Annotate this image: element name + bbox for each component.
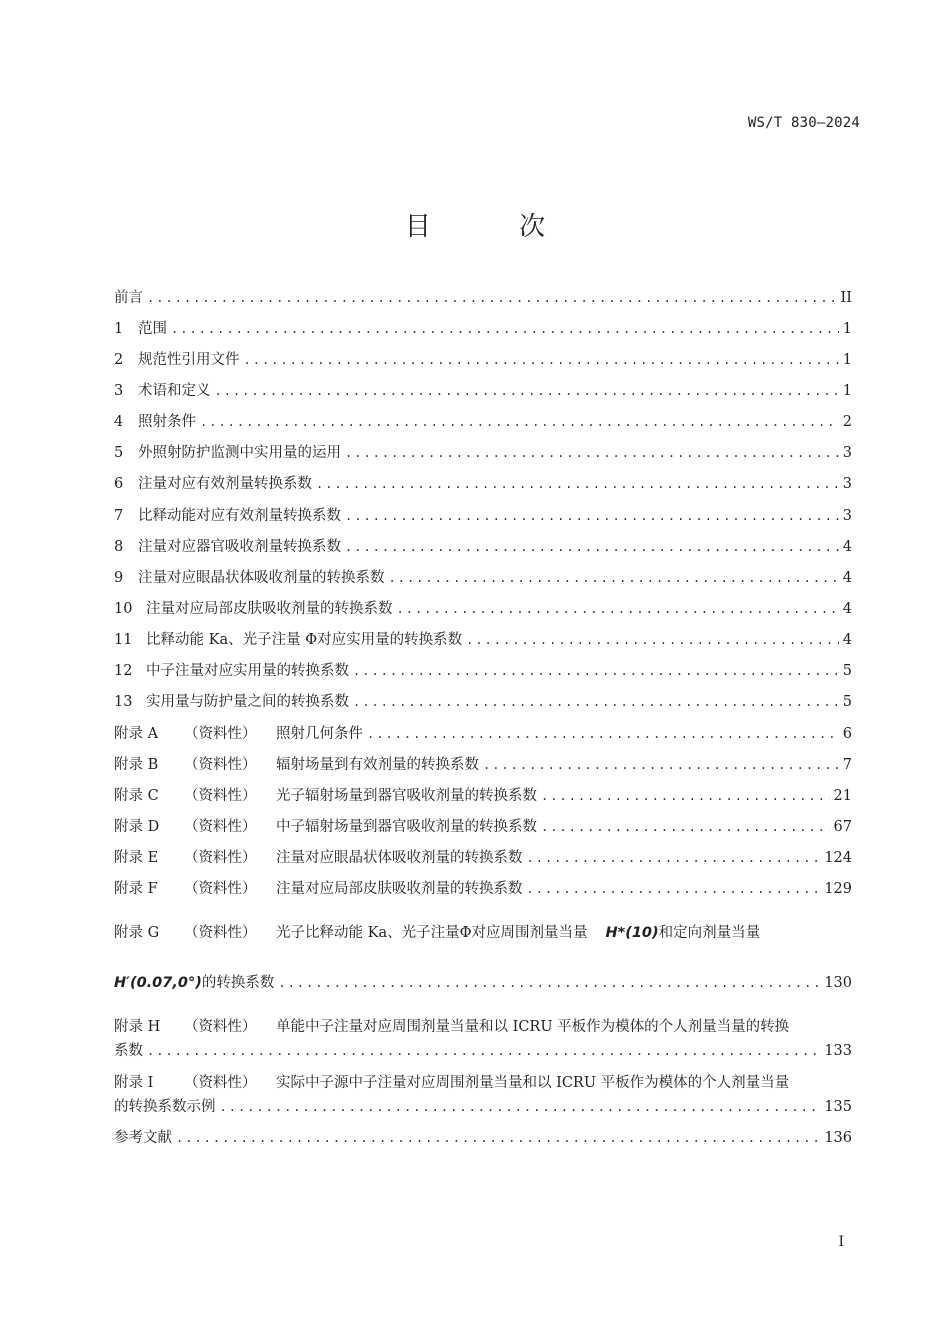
footer-page-number: I (838, 1234, 844, 1250)
appendix-kind: （资料性） (184, 881, 257, 897)
toc-number: 3 (114, 383, 124, 399)
toc-page: 4 (842, 601, 852, 617)
toc-entry[interactable] (114, 661, 852, 681)
math-directional-dose: H′(0.07,0°) (114, 975, 202, 991)
toc-entry[interactable] (114, 443, 852, 463)
toc-page: 21 (833, 788, 852, 804)
toc-label: 注量对应有效剂量转换系数 (138, 476, 312, 492)
toc-label: 参考文献 (114, 1130, 172, 1146)
appendix-label-cont: 系数 (114, 1043, 143, 1059)
toc-page: II (840, 290, 852, 306)
appendix-kind: （资料性） (184, 850, 257, 866)
toc-appendix-i-line1[interactable] (114, 1073, 852, 1093)
toc-label: 实用量与防护量之间的转换系数 (146, 694, 349, 710)
appendix-label-cont: 和定向剂量当量 (658, 925, 761, 941)
toc-page: 7 (842, 757, 852, 773)
toc-appendix-h-line1[interactable] (114, 1017, 852, 1037)
appendix-id: 附录 I (114, 1075, 154, 1091)
appendix-kind: （资料性） (184, 1075, 257, 1091)
appendix-label-cont: 的转换系数示例 (114, 1099, 216, 1115)
toc-number: 11 (114, 632, 133, 648)
toc-label: 中子注量对应实用量的转换系数 (146, 663, 349, 679)
appendix-kind: （资料性） (184, 1019, 257, 1035)
dot-leader (397, 599, 839, 619)
toc-appendix-i-line2[interactable] (114, 1097, 852, 1117)
toc-label: 照射条件 (138, 414, 196, 430)
dot-leader (200, 412, 839, 432)
toc-page: 3 (842, 476, 852, 492)
dot-leader (389, 568, 839, 588)
toc-label: 比释动能 Ka、光子注量 Φ对应实用量的转换系数 (146, 632, 463, 648)
dot-leader (147, 1041, 820, 1061)
appendix-id: 附录 C (114, 788, 159, 804)
dot-leader (367, 724, 839, 744)
toc-page: 5 (842, 694, 852, 710)
toc-entry[interactable] (114, 474, 852, 494)
toc-page: 2 (842, 414, 852, 430)
toc-appendix-b[interactable] (114, 755, 852, 775)
dot-leader (353, 692, 839, 712)
dot-leader (541, 786, 830, 806)
toc-page: 3 (842, 445, 852, 461)
appendix-kind: （资料性） (184, 726, 257, 742)
appendix-label: 照射几何条件 (276, 726, 363, 742)
toc-number: 5 (114, 445, 124, 461)
toc-page: 4 (842, 570, 852, 586)
appendix-kind: （资料性） (184, 788, 257, 804)
toc-page: 4 (842, 632, 852, 648)
dot-leader (483, 755, 839, 775)
appendix-id: 附录 E (114, 850, 159, 866)
toc-entry[interactable] (114, 537, 852, 557)
toc-entry[interactable] (114, 692, 852, 712)
toc-appendix-g-line2[interactable] (114, 973, 852, 993)
toc-appendix-e[interactable] (114, 848, 852, 868)
toc-appendix-d[interactable] (114, 817, 852, 837)
dot-leader (220, 1097, 821, 1117)
toc-number: 8 (114, 539, 124, 555)
toc-label: 术语和定义 (138, 383, 211, 399)
toc-entry-foreword[interactable] (114, 288, 852, 308)
appendix-id: 附录 A (114, 726, 159, 742)
toc-appendix-c[interactable] (114, 786, 852, 806)
toc-page: 135 (824, 1099, 852, 1115)
dot-leader (244, 350, 839, 370)
appendix-label: 光子辐射场量到器官吸收剂量的转换系数 (276, 788, 537, 804)
toc-page: 6 (842, 726, 852, 742)
appendix-kind: （资料性） (184, 757, 257, 773)
appendix-kind: （资料性） (184, 925, 257, 941)
toc-entry[interactable] (114, 506, 852, 526)
appendix-label: 单能中子注量对应周围剂量当量和以 ICRU 平板作为模体的个人剂量当量的转换 (276, 1019, 790, 1035)
toc-number: 10 (114, 601, 133, 617)
toc-entry[interactable] (114, 319, 852, 339)
toc-number: 12 (114, 663, 133, 679)
toc-number: 7 (114, 508, 124, 524)
toc-label: 注量对应局部皮肤吸收剂量的转换系数 (146, 601, 393, 617)
toc-entry[interactable] (114, 412, 852, 432)
toc-page: 4 (842, 539, 852, 555)
toc-label: 注量对应眼晶状体吸收剂量的转换系数 (138, 570, 385, 586)
dot-leader (527, 848, 821, 868)
toc-number: 9 (114, 570, 124, 586)
toc-label: 前言 (114, 290, 143, 306)
toc-appendix-g-line1[interactable] (114, 923, 852, 943)
toc-entry[interactable] (114, 350, 852, 370)
toc-label: 规范性引用文件 (138, 352, 240, 368)
toc-label: 范围 (138, 321, 167, 337)
toc-page: 124 (824, 850, 852, 866)
toc-page: 5 (842, 663, 852, 679)
toc-page: 129 (824, 881, 852, 897)
toc-label: 比释动能对应有效剂量转换系数 (138, 508, 341, 524)
dot-leader (345, 537, 839, 557)
toc-entry[interactable] (114, 381, 852, 401)
dot-leader (353, 661, 839, 681)
toc-appendix-a[interactable] (114, 724, 852, 744)
appendix-label: 实际中子源中子注量对应周围剂量当量和以 ICRU 平板作为模体的个人剂量当量 (276, 1075, 790, 1091)
appendix-label: 光子比释动能 Ka、光子注量Φ对应周围剂量当量 (276, 925, 588, 941)
dot-leader (316, 474, 839, 494)
appendix-id: 附录 F (114, 881, 158, 897)
dot-leader (278, 973, 820, 993)
toc-page: 133 (824, 1043, 852, 1059)
toc-page: 136 (824, 1130, 852, 1146)
toc-appendix-h-line2[interactable] (114, 1041, 852, 1061)
appendix-id: 附录 D (114, 819, 160, 835)
toc-entry[interactable] (114, 599, 852, 619)
dot-leader (147, 288, 837, 308)
dot-leader (541, 817, 830, 837)
toc-number: 13 (114, 694, 133, 710)
appendix-label: 中子辐射场量到器官吸收剂量的转换系数 (276, 819, 537, 835)
document-code: WS/T 830—2024 (747, 115, 860, 131)
toc-number: 6 (114, 476, 124, 492)
toc-page: 1 (842, 383, 852, 399)
toc-page: 3 (842, 508, 852, 524)
math-ambient-dose: H*(10) (605, 925, 659, 941)
toc-page: 130 (824, 975, 852, 991)
toc-label: 注量对应器官吸收剂量转换系数 (138, 539, 341, 555)
dot-leader (345, 443, 839, 463)
dot-leader (527, 879, 821, 899)
appendix-label: 注量对应局部皮肤吸收剂量的转换系数 (276, 881, 523, 897)
appendix-id: 附录 G (114, 925, 160, 941)
toc-number: 2 (114, 352, 124, 368)
toc-entry[interactable] (114, 568, 852, 588)
appendix-label: 辐射场量到有效剂量的转换系数 (276, 757, 479, 773)
toc-page: 1 (842, 352, 852, 368)
toc-number: 4 (114, 414, 124, 430)
appendix-id: 附录 B (114, 757, 159, 773)
toc-number: 1 (114, 321, 124, 337)
page-title: 目 次 (404, 212, 586, 242)
appendix-id: 附录 H (114, 1019, 161, 1035)
appendix-kind: （资料性） (184, 819, 257, 835)
toc-label: 外照射防护监测中实用量的运用 (138, 445, 341, 461)
dot-leader (466, 630, 839, 650)
dot-leader (171, 319, 839, 339)
toc-appendix-f[interactable] (114, 879, 852, 899)
toc-references[interactable] (114, 1128, 852, 1148)
dot-leader (345, 506, 839, 526)
appendix-label-cont: 的转换系数 (201, 975, 275, 991)
toc-page: 67 (833, 819, 852, 835)
toc-entry[interactable] (114, 630, 852, 650)
dot-leader (215, 381, 839, 401)
appendix-label: 注量对应眼晶状体吸收剂量的转换系数 (276, 850, 523, 866)
dot-leader (176, 1128, 820, 1148)
toc-page: 1 (842, 321, 852, 337)
